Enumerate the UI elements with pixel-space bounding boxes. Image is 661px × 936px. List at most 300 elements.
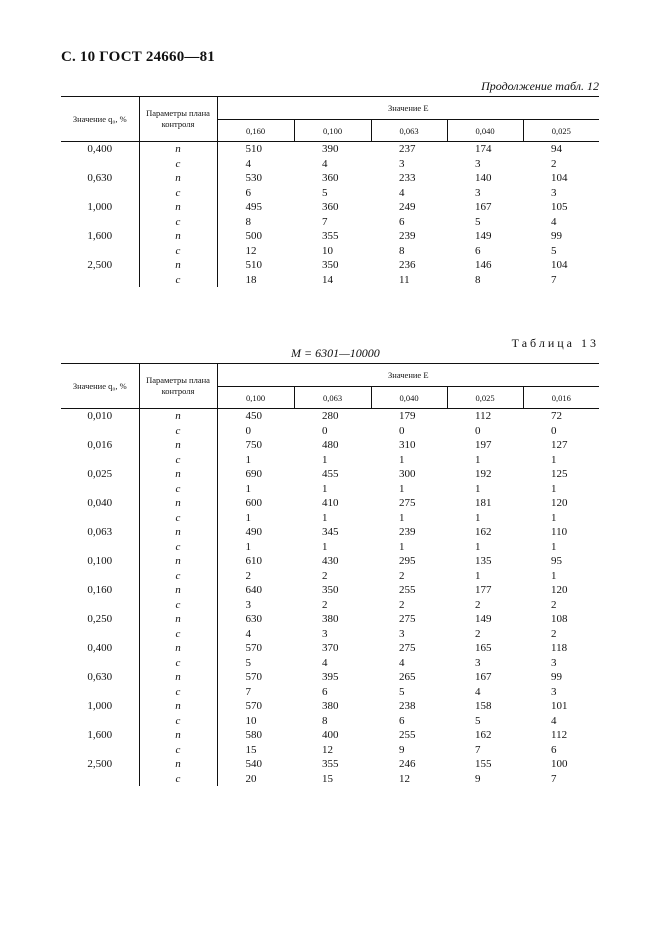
q0-value: 2,500 [87,259,113,271]
q0-value: 0,630 [87,172,113,184]
q0-value [61,627,139,642]
param-symbol: n [139,258,217,273]
param-symbol: c [139,685,217,700]
cell-value: 360 [322,172,339,184]
cell-value: 162 [475,729,492,741]
cell-value: 12 [322,743,333,756]
cell-value: 1 [245,540,251,553]
q0-value: 0,250 [87,613,113,625]
cell-value: 112 [475,410,492,422]
cell-value: 162 [475,526,492,538]
cell-value: 275 [399,613,416,625]
q0-value: 0,040 [87,497,113,509]
cell-value: 158 [475,700,492,712]
table-row [61,215,599,230]
param-symbol: n [139,525,217,540]
q0-value: 1,000 [87,700,113,712]
cell-value: 100 [551,758,568,770]
cell-value: 275 [399,497,416,509]
q0-value: 0,025 [87,468,113,480]
cell-value: 239 [399,526,416,538]
table-row [61,757,599,772]
cell-value: 1 [245,482,251,495]
cell-value: 0 [245,424,251,437]
table-row [61,438,599,453]
cell-value: 530 [245,172,262,184]
table-12 [61,96,599,287]
q0-value: 0,016 [87,439,113,451]
cell-value: 3 [475,656,481,669]
param-symbol: c [139,569,217,584]
cell-value: 1 [322,482,328,495]
cell-value: 0 [551,424,557,437]
q0-value [61,244,139,259]
q0-value [61,656,139,671]
q0-value [61,569,139,584]
cell-value: 450 [245,410,262,422]
cell-value: 350 [322,584,339,596]
e-value-header: 0,063 [371,120,447,142]
e-value-header: 0,025 [447,387,523,409]
q0-value: 0,400 [87,642,113,654]
cell-value: 238 [399,700,416,712]
q0-value [61,215,139,230]
q0-value: 0,063 [87,526,113,538]
continuation-note: Продолжение табл. 12 [481,79,599,93]
e-value-header: 0,100 [217,387,294,409]
table-row [61,656,599,671]
param-symbol: n [139,142,217,157]
cell-value: 11 [399,273,410,286]
cell-value: 7 [475,743,481,756]
q0-value [61,482,139,497]
table-row [61,258,599,273]
cell-value: 99 [551,671,562,683]
cell-value: 6 [399,215,405,228]
table-row [61,229,599,244]
table-row [61,743,599,758]
param-symbol: n [139,583,217,598]
cell-value: 5 [322,186,328,199]
param-symbol: n [139,438,217,453]
cell-value: 295 [399,555,416,567]
cell-value: 10 [322,244,333,257]
cell-value: 1 [322,540,328,553]
table-row [61,482,599,497]
cell-value: 239 [399,230,416,242]
param-symbol: c [139,482,217,497]
cell-value: 570 [245,700,262,712]
param-symbol: n [139,554,217,569]
cell-value: 125 [551,468,568,480]
cell-value: 1 [322,511,328,524]
cell-value: 94 [551,143,562,155]
q0-value: 0,630 [87,671,113,683]
cell-value: 355 [322,758,339,770]
cell-value: 580 [245,729,262,741]
param-symbol: c [139,656,217,671]
cell-value: 3 [322,627,328,640]
cell-value: 430 [322,555,339,567]
q0-value [61,714,139,729]
table-row [61,714,599,729]
cell-value: 1 [551,482,557,495]
table-row [61,171,599,186]
cell-value: 345 [322,526,339,538]
param-symbol: c [139,157,217,172]
param-symbol: c [139,511,217,526]
cell-value: 1 [475,453,481,466]
cell-value: 690 [245,468,262,480]
cell-value: 0 [322,424,328,437]
cell-value: 8 [322,714,328,727]
cell-value: 8 [475,273,481,286]
cell-value: 1 [399,453,405,466]
cell-value: 167 [475,201,492,213]
cell-value: 4 [322,157,328,170]
e-header: Значение E [217,364,599,387]
param-symbol: n [139,757,217,772]
cell-value: 6 [399,714,405,727]
cell-value: 4 [322,656,328,669]
cell-value: 1 [475,540,481,553]
cell-value: 390 [322,143,339,155]
cell-value: 3 [551,186,557,199]
table-row [61,157,599,172]
cell-value: 6 [245,186,251,199]
cell-value: 2 [551,157,557,170]
cell-value: 3 [475,186,481,199]
q0-value: 1,000 [87,201,113,213]
cell-value: 101 [551,700,568,712]
cell-value: 350 [322,259,339,271]
cell-value: 5 [475,714,481,727]
cell-value: 3 [475,157,481,170]
cell-value: 1 [475,569,481,582]
cell-value: 174 [475,143,492,155]
cell-value: 2 [322,569,328,582]
cell-value: 9 [399,743,405,756]
cell-value: 380 [322,613,339,625]
cell-value: 15 [322,772,333,785]
table-row [61,554,599,569]
e-value-header: 0,100 [294,120,371,142]
param-symbol: n [139,728,217,743]
table-row [61,186,599,201]
cell-value: 300 [399,468,416,480]
cell-value: 3 [245,598,251,611]
table-row [61,612,599,627]
cell-value: 135 [475,555,492,567]
q0-value: 0,100 [87,555,113,567]
cell-value: 1 [475,482,481,495]
q0-value [61,273,139,288]
cell-value: 1 [322,453,328,466]
cell-value: 12 [399,772,410,785]
cell-value: 500 [245,230,262,242]
table-row [61,772,599,787]
cell-value: 275 [399,642,416,654]
cell-value: 5 [399,685,405,698]
table-row [61,200,599,215]
table-row [61,699,599,714]
cell-value: 2 [551,598,557,611]
cell-value: 4 [399,656,405,669]
table-subtitle: M = 6301—10000 [291,346,380,360]
param-symbol: n [139,229,217,244]
cell-value: 5 [551,244,557,257]
cell-value: 167 [475,671,492,683]
cell-value: 380 [322,700,339,712]
q0-value [61,186,139,201]
cell-value: 179 [399,410,416,422]
q0-value [61,685,139,700]
cell-value: 12 [245,244,257,257]
cell-value: 8 [399,244,405,257]
q0-value [61,424,139,439]
cell-value: 108 [551,613,568,625]
cell-value: 197 [475,439,492,451]
cell-value: 1 [551,569,557,582]
q0-value [61,453,139,468]
cell-value: 165 [475,642,492,654]
q0-value [61,511,139,526]
q0-value: 0,160 [87,584,113,596]
cell-value: 118 [551,642,568,654]
cell-value: 255 [399,729,416,741]
e-value-header: 0,160 [217,120,294,142]
cell-value: 6 [551,743,557,756]
q0-value: 0,010 [87,410,113,422]
table-row [61,453,599,468]
cell-value: 2 [322,598,328,611]
cell-value: 237 [399,143,416,155]
q0-value: 2,500 [87,758,113,770]
cell-value: 280 [322,410,339,422]
table-caption: Таблица 13 [511,336,599,350]
q0-value [61,743,139,758]
cell-value: 5 [475,215,481,228]
cell-value: 155 [475,758,492,770]
cell-value: 20 [245,772,257,785]
param-symbol: c [139,540,217,555]
table-row [61,627,599,642]
cell-value: 181 [475,497,492,509]
cell-value: 104 [551,172,568,184]
cell-value: 7 [551,772,557,785]
param-symbol: n [139,200,217,215]
cell-value: 2 [475,627,481,640]
param-symbol: c [139,215,217,230]
cell-value: 255 [399,584,416,596]
cell-value: 3 [399,157,405,170]
e-header: Значение E [217,97,599,120]
cell-value: 149 [475,230,492,242]
param-symbol: n [139,670,217,685]
param-symbol: n [139,171,217,186]
cell-value: 105 [551,201,568,213]
cell-value: 0 [475,424,481,437]
cell-value: 120 [551,584,568,596]
cell-value: 600 [245,497,262,509]
q0-value [61,772,139,787]
table-row [61,525,599,540]
param-symbol: c [139,627,217,642]
cell-value: 7 [551,273,557,286]
cell-value: 95 [551,555,562,567]
table-row [61,424,599,439]
e-value-header: 0,063 [294,387,371,409]
cell-value: 0 [399,424,405,437]
cell-value: 750 [245,439,262,451]
table-13 [61,363,599,786]
cell-value: 146 [475,259,492,271]
param-symbol: c [139,598,217,613]
cell-value: 3 [551,656,557,669]
cell-value: 510 [245,143,262,155]
cell-value: 236 [399,259,416,271]
cell-value: 510 [245,259,262,271]
table-row [61,142,599,157]
cell-value: 355 [322,230,339,242]
param-symbol: n [139,699,217,714]
cell-value: 4 [551,215,557,228]
table-row [61,670,599,685]
table-row [61,244,599,259]
cell-value: 127 [551,439,568,451]
cell-value: 2 [399,598,405,611]
cell-value: 570 [245,642,262,654]
cell-value: 15 [245,743,257,756]
cell-value: 2 [551,627,557,640]
param-symbol: c [139,772,217,787]
q0-header: Значение q₀, % [61,97,139,142]
cell-value: 6 [322,685,328,698]
cell-value: 1 [399,540,405,553]
cell-value: 570 [245,671,262,683]
cell-value: 4 [399,186,405,199]
cell-value: 249 [399,201,416,213]
cell-value: 246 [399,758,416,770]
cell-value: 400 [322,729,339,741]
cell-value: 7 [245,685,251,698]
cell-value: 9 [475,772,481,785]
table-row [61,511,599,526]
cell-value: 495 [245,201,262,213]
table-row [61,540,599,555]
param-symbol: n [139,409,217,424]
table-row [61,598,599,613]
table-row [61,641,599,656]
param-symbol: n [139,496,217,511]
cell-value: 3 [399,627,405,640]
param-header: Параметры плана контроля [139,97,217,142]
param-symbol: c [139,714,217,729]
cell-value: 4 [245,627,251,640]
param-symbol: n [139,641,217,656]
cell-value: 7 [322,215,328,228]
cell-value: 18 [245,273,257,286]
table-row [61,409,599,424]
cell-value: 4 [245,157,251,170]
cell-value: 192 [475,468,492,480]
param-header: Параметры плана контроля [139,364,217,409]
cell-value: 480 [322,439,339,451]
cell-value: 4 [475,685,481,698]
cell-value: 140 [475,172,492,184]
cell-value: 1 [399,511,405,524]
cell-value: 540 [245,758,262,770]
param-symbol: n [139,467,217,482]
table-row [61,569,599,584]
cell-value: 6 [475,244,481,257]
e-value-header: 0,025 [523,120,599,142]
param-symbol: c [139,186,217,201]
page-header: С. 10 ГОСТ 24660—81 [61,49,215,65]
cell-value: 630 [245,613,262,625]
cell-value: 410 [322,497,339,509]
cell-value: 455 [322,468,339,480]
table-row [61,467,599,482]
e-value-header: 0,040 [371,387,447,409]
cell-value: 1 [551,453,557,466]
cell-value: 104 [551,259,568,271]
cell-value: 490 [245,526,262,538]
cell-value: 360 [322,201,339,213]
cell-value: 3 [551,685,557,698]
table-row [61,496,599,511]
param-symbol: c [139,273,217,288]
cell-value: 1 [399,482,405,495]
table-row [61,273,599,288]
cell-value: 5 [245,656,251,669]
e-value-header: 0,040 [447,120,523,142]
cell-value: 233 [399,172,416,184]
table-row [61,728,599,743]
param-symbol: c [139,453,217,468]
cell-value: 2 [475,598,481,611]
cell-value: 1 [551,540,557,553]
cell-value: 110 [551,526,568,538]
q0-header: Значение q₀, % [61,364,139,409]
q0-value: 0,400 [87,143,113,155]
q0-value [61,540,139,555]
cell-value: 1 [475,511,481,524]
cell-value: 99 [551,230,562,242]
e-value-header: 0,016 [523,387,599,409]
cell-value: 8 [245,215,251,228]
param-symbol: c [139,244,217,259]
cell-value: 2 [399,569,405,582]
cell-value: 265 [399,671,416,683]
q0-value: 1,600 [87,230,113,242]
q0-value [61,598,139,613]
cell-value: 1 [245,453,251,466]
param-symbol: n [139,612,217,627]
cell-value: 149 [475,613,492,625]
q0-value [61,157,139,172]
cell-value: 1 [551,511,557,524]
param-symbol: c [139,743,217,758]
cell-value: 120 [551,497,568,509]
cell-value: 14 [322,273,333,286]
cell-value: 72 [551,410,562,422]
cell-value: 2 [245,569,251,582]
table-row [61,583,599,598]
cell-value: 1 [245,511,251,524]
q0-value: 1,600 [87,729,113,741]
cell-value: 112 [551,729,568,741]
